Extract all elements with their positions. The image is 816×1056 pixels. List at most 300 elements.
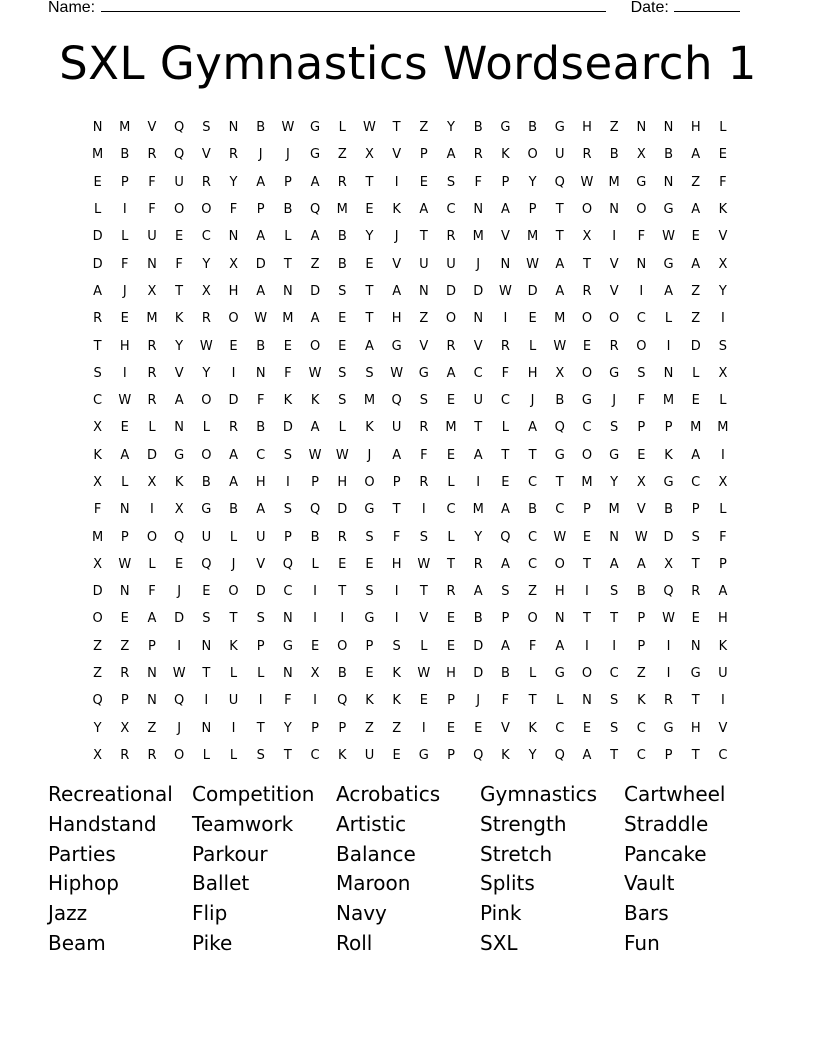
grid-letter[interactable]: T [582, 556, 591, 572]
grid-letter[interactable]: G [364, 611, 375, 627]
grid-letter[interactable]: Q [337, 693, 348, 709]
grid-letter[interactable]: X [365, 147, 374, 163]
grid-letter[interactable]: J [122, 283, 127, 299]
grid-letter[interactable]: R [609, 338, 619, 354]
grid-letter[interactable]: C [473, 365, 483, 381]
grid-letter[interactable]: O [228, 311, 239, 327]
grid-letter[interactable]: A [310, 174, 320, 190]
grid-letter[interactable]: Z [93, 666, 103, 682]
grid-letter[interactable]: F [637, 229, 646, 245]
grid-letter[interactable]: W [580, 174, 594, 190]
grid-letter[interactable]: V [636, 502, 646, 518]
grid-letter[interactable]: O [92, 611, 103, 627]
grid-letter[interactable]: Z [337, 147, 347, 163]
grid-letter[interactable]: D [527, 283, 538, 299]
grid-letter[interactable]: O [201, 447, 212, 463]
grid-letter[interactable]: K [310, 393, 320, 409]
grid-letter[interactable]: Q [174, 693, 185, 709]
grid-letter[interactable]: B [500, 666, 510, 682]
grid-letter[interactable]: D [146, 447, 157, 463]
grid-letter[interactable]: L [229, 529, 238, 545]
grid-letter[interactable]: L [447, 529, 455, 545]
grid-letter[interactable]: M [146, 311, 158, 327]
grid-letter[interactable]: E [691, 229, 700, 245]
grid-letter[interactable]: B [609, 147, 619, 163]
grid-letter[interactable]: G [418, 747, 429, 763]
grid-letter[interactable]: E [582, 529, 592, 545]
grid-letter[interactable]: P [256, 638, 265, 654]
grid-letter[interactable]: B [283, 202, 293, 218]
grid-letter[interactable]: N [228, 229, 239, 245]
grid-letter[interactable]: A [120, 447, 130, 463]
grid-letter[interactable]: P [120, 529, 129, 545]
grid-letter[interactable]: K [392, 693, 401, 709]
grid-letter[interactable]: L [420, 638, 428, 654]
grid-letter[interactable]: I [666, 666, 671, 682]
grid-letter[interactable]: X [120, 720, 130, 736]
grid-letter[interactable]: G [690, 666, 701, 682]
grid-letter[interactable]: G [554, 447, 565, 463]
grid-letter[interactable]: W [553, 338, 567, 354]
grid-letter[interactable]: Q [282, 556, 294, 572]
grid-letter[interactable]: A [446, 147, 456, 163]
grid-letter[interactable]: F [528, 638, 537, 654]
grid-letter[interactable]: X [201, 283, 211, 299]
grid-letter[interactable]: I [503, 311, 508, 327]
grid-letter[interactable]: R [473, 147, 483, 163]
grid-letter[interactable]: R [201, 174, 211, 190]
grid-letter[interactable]: O [309, 338, 321, 354]
grid-letter[interactable]: O [337, 638, 348, 654]
grid-letter[interactable]: M [91, 147, 104, 163]
grid-letter[interactable]: N [283, 283, 293, 299]
grid-letter[interactable]: O [364, 475, 375, 490]
grid-letter[interactable]: W [662, 611, 675, 627]
grid-letter[interactable]: F [719, 174, 727, 190]
grid-letter[interactable]: A [310, 311, 320, 327]
grid-letter[interactable]: K [174, 311, 184, 327]
grid-letter[interactable]: W [118, 556, 132, 572]
grid-letter[interactable]: X [147, 475, 157, 490]
grid-letter[interactable]: Y [447, 120, 455, 136]
grid-letter[interactable]: P [691, 502, 700, 518]
grid-letter[interactable]: Z [147, 720, 157, 736]
grid-letter[interactable]: Z [365, 720, 374, 736]
grid-letter[interactable]: Q [391, 393, 402, 409]
grid-letter[interactable]: D [473, 283, 484, 299]
grid-letter[interactable]: N [283, 666, 293, 682]
grid-letter[interactable]: Q [174, 147, 185, 163]
grid-letter[interactable]: I [285, 475, 290, 490]
grid-letter[interactable]: M [472, 229, 484, 245]
grid-letter[interactable]: D [310, 283, 321, 299]
grid-letter[interactable]: A [500, 502, 510, 518]
grid-letter[interactable]: G [310, 120, 321, 136]
grid-letter[interactable]: N [147, 666, 157, 682]
grid-letter[interactable]: U [364, 747, 375, 763]
grid-letter[interactable]: I [421, 502, 426, 518]
grid-letter[interactable]: P [311, 475, 320, 490]
grid-letter[interactable]: O [228, 584, 239, 600]
grid-letter[interactable]: R [93, 311, 103, 327]
grid-letter[interactable]: S [338, 283, 347, 299]
grid-letter[interactable]: W [526, 256, 540, 272]
grid-letter[interactable]: A [419, 202, 429, 218]
grid-letter[interactable]: K [501, 747, 510, 763]
grid-letter[interactable]: O [527, 611, 538, 627]
grid-letter[interactable]: V [419, 338, 429, 354]
grid-letter[interactable]: R [582, 283, 592, 299]
grid-letter[interactable]: P [447, 693, 455, 709]
grid-letter[interactable]: B [528, 502, 538, 518]
grid-letter[interactable]: M [91, 529, 104, 545]
grid-letter[interactable]: C [528, 475, 538, 490]
grid-letter[interactable]: R [337, 529, 347, 545]
grid-letter[interactable]: E [283, 338, 293, 354]
grid-letter[interactable]: C [636, 747, 646, 763]
grid-letter[interactable]: F [501, 693, 510, 709]
grid-letter[interactable]: T [447, 556, 455, 572]
grid-letter[interactable]: S [392, 638, 401, 654]
grid-letter[interactable]: I [720, 447, 725, 463]
grid-letter[interactable]: S [501, 584, 510, 600]
grid-letter[interactable]: G [500, 120, 511, 136]
grid-letter[interactable]: X [310, 666, 320, 682]
grid-letter[interactable]: E [637, 447, 646, 463]
grid-letter[interactable]: F [474, 174, 482, 190]
grid-letter[interactable]: Q [174, 529, 185, 545]
grid-letter[interactable]: W [498, 283, 512, 299]
grid-letter[interactable]: I [666, 638, 671, 654]
grid-letter[interactable]: A [500, 638, 510, 654]
grid-letter[interactable]: O [201, 202, 212, 218]
grid-letter[interactable]: R [446, 229, 456, 245]
grid-letter[interactable]: J [285, 147, 290, 163]
grid-letter[interactable]: O [201, 393, 212, 409]
grid-letter[interactable]: G [201, 502, 212, 518]
grid-letter[interactable]: U [201, 529, 212, 545]
grid-letter[interactable]: A [718, 584, 728, 600]
grid-letter[interactable]: Z [419, 120, 429, 136]
grid-letter[interactable]: L [719, 502, 727, 518]
grid-letter[interactable]: U [555, 147, 565, 163]
grid-letter[interactable]: C [582, 420, 592, 436]
grid-letter[interactable]: W [118, 393, 132, 409]
grid-letter[interactable]: A [582, 747, 592, 763]
grid-letter[interactable]: K [528, 720, 537, 736]
grid-letter[interactable]: Y [610, 475, 619, 490]
grid-letter[interactable]: S [610, 420, 619, 436]
grid-letter[interactable]: L [664, 311, 673, 327]
grid-letter[interactable]: D [690, 338, 701, 354]
grid-letter[interactable]: B [201, 475, 211, 490]
grid-letter[interactable]: D [255, 256, 266, 272]
grid-letter[interactable]: I [639, 283, 644, 299]
grid-letter[interactable]: N [147, 693, 157, 709]
grid-letter[interactable]: N [636, 256, 647, 272]
grid-letter[interactable]: E [582, 338, 592, 354]
grid-letter[interactable]: A [636, 556, 646, 572]
grid-letter[interactable]: O [581, 202, 593, 218]
grid-letter[interactable]: T [610, 747, 619, 763]
grid-letter[interactable]: M [608, 502, 620, 518]
grid-letter[interactable]: P [447, 747, 455, 763]
grid-letter[interactable]: O [554, 556, 565, 572]
grid-letter[interactable]: G [174, 447, 185, 463]
grid-letter[interactable]: S [202, 120, 211, 136]
grid-letter[interactable]: P [501, 611, 510, 627]
grid-letter[interactable]: V [392, 147, 402, 163]
grid-letter[interactable]: T [555, 475, 564, 490]
grid-letter[interactable]: G [609, 365, 620, 381]
grid-letter[interactable]: T [528, 447, 537, 463]
grid-letter[interactable]: N [201, 720, 212, 736]
grid-letter[interactable]: X [718, 256, 728, 272]
grid-letter[interactable]: R [473, 556, 483, 572]
grid-letter[interactable]: T [365, 283, 374, 299]
grid-letter[interactable]: D [282, 420, 293, 436]
grid-letter[interactable]: X [93, 556, 103, 572]
grid-letter[interactable]: I [720, 311, 725, 327]
grid-letter[interactable]: B [337, 666, 347, 682]
grid-letter[interactable]: O [636, 338, 647, 354]
grid-letter[interactable]: B [310, 529, 320, 545]
grid-letter[interactable]: T [283, 747, 292, 763]
grid-letter[interactable]: A [147, 611, 157, 627]
grid-letter[interactable]: E [229, 338, 238, 354]
grid-letter[interactable]: T [610, 611, 619, 627]
grid-letter[interactable]: N [119, 502, 130, 518]
grid-letter[interactable]: N [609, 529, 620, 545]
grid-letter[interactable]: A [500, 556, 510, 572]
grid-letter[interactable]: G [663, 720, 674, 736]
grid-letter[interactable]: A [392, 447, 402, 463]
grid-letter[interactable]: A [528, 420, 538, 436]
grid-letter[interactable]: P [338, 720, 347, 736]
grid-letter[interactable]: H [718, 611, 728, 627]
grid-letter[interactable]: L [338, 420, 346, 436]
grid-letter[interactable]: M [690, 420, 702, 436]
grid-letter[interactable]: E [691, 393, 700, 409]
grid-letter[interactable]: G [554, 666, 565, 682]
grid-letter[interactable]: T [202, 666, 211, 682]
grid-letter[interactable]: Q [201, 556, 212, 572]
grid-letter[interactable]: Q [663, 584, 674, 600]
grid-letter[interactable]: O [636, 202, 647, 218]
grid-letter[interactable]: T [93, 338, 102, 354]
grid-letter[interactable]: L [229, 666, 238, 682]
grid-letter[interactable]: T [582, 611, 591, 627]
grid-letter[interactable]: Z [392, 720, 402, 736]
grid-letter[interactable]: V [473, 338, 483, 354]
grid-letter[interactable]: L [719, 120, 727, 136]
grid-letter[interactable]: I [421, 720, 426, 736]
grid-letter[interactable]: E [691, 611, 700, 627]
grid-letter[interactable]: M [662, 393, 675, 409]
grid-letter[interactable]: Y [93, 720, 102, 736]
grid-letter[interactable]: A [310, 229, 320, 245]
grid-letter[interactable]: R [120, 747, 130, 763]
grid-letter[interactable]: I [720, 693, 725, 709]
grid-letter[interactable]: C [691, 475, 701, 490]
grid-letter[interactable]: A [392, 283, 402, 299]
grid-letter[interactable]: J [612, 393, 617, 409]
grid-letter[interactable]: L [148, 420, 156, 436]
grid-letter[interactable]: E [446, 720, 456, 736]
grid-letter[interactable]: R [229, 147, 239, 163]
grid-letter[interactable]: E [365, 256, 374, 272]
grid-letter[interactable]: Q [554, 420, 565, 436]
grid-letter[interactable]: V [500, 229, 510, 245]
grid-letter[interactable]: S [365, 365, 374, 381]
grid-letter[interactable]: X [229, 256, 238, 272]
grid-letter[interactable]: O [146, 529, 158, 545]
grid-letter[interactable]: B [664, 147, 673, 163]
grid-letter[interactable]: O [581, 311, 593, 327]
grid-letter[interactable]: B [555, 393, 565, 409]
grid-letter[interactable]: R [664, 693, 674, 709]
grid-letter[interactable]: J [258, 147, 263, 163]
grid-letter[interactable]: U [147, 229, 157, 245]
grid-letter[interactable]: P [528, 202, 537, 218]
grid-letter[interactable]: J [367, 447, 372, 463]
grid-letter[interactable]: M [336, 202, 348, 218]
grid-letter[interactable]: B [473, 611, 483, 627]
grid-letter[interactable]: B [528, 120, 538, 136]
grid-letter[interactable]: B [256, 420, 266, 436]
grid-letter[interactable]: K [365, 420, 374, 436]
grid-letter[interactable]: S [256, 747, 265, 763]
grid-letter[interactable]: E [419, 174, 428, 190]
grid-letter[interactable]: W [417, 556, 431, 572]
grid-letter[interactable]: P [120, 174, 129, 190]
grid-letter[interactable]: Y [202, 256, 211, 272]
grid-letter[interactable]: F [256, 393, 265, 409]
grid-letter[interactable]: R [419, 475, 429, 490]
grid-letter[interactable]: F [284, 693, 292, 709]
grid-letter[interactable]: X [147, 283, 157, 299]
grid-letter[interactable]: P [365, 638, 374, 654]
grid-letter[interactable]: N [554, 611, 565, 627]
grid-letter[interactable]: J [394, 229, 399, 245]
grid-letter[interactable]: S [610, 693, 619, 709]
grid-letter[interactable]: G [282, 638, 293, 654]
grid-letter[interactable]: C [446, 502, 456, 518]
grid-letter[interactable]: D [92, 584, 103, 600]
grid-letter[interactable]: X [582, 229, 592, 245]
grid-letter[interactable]: N [92, 120, 103, 136]
grid-letter[interactable]: L [257, 666, 265, 682]
grid-letter[interactable]: B [256, 338, 266, 354]
grid-letter[interactable]: T [528, 693, 537, 709]
grid-letter[interactable]: S [338, 393, 347, 409]
grid-letter[interactable]: H [255, 475, 266, 490]
grid-letter[interactable]: M [608, 174, 620, 190]
grid-letter[interactable]: I [122, 202, 127, 218]
grid-letter[interactable]: T [691, 693, 700, 709]
grid-letter[interactable]: X [664, 556, 673, 572]
grid-letter[interactable]: T [392, 120, 401, 136]
grid-letter[interactable]: A [446, 365, 456, 381]
grid-letter[interactable]: N [147, 256, 157, 272]
grid-letter[interactable]: W [634, 529, 648, 545]
grid-letter[interactable]: A [256, 174, 266, 190]
grid-letter[interactable]: Z [691, 311, 701, 327]
grid-letter[interactable]: K [338, 747, 347, 763]
grid-letter[interactable]: G [663, 202, 674, 218]
grid-letter[interactable]: F [719, 529, 727, 545]
grid-letter[interactable]: C [256, 447, 266, 463]
grid-letter[interactable]: A [691, 256, 701, 272]
grid-letter[interactable]: V [500, 720, 510, 736]
grid-letter[interactable]: R [446, 584, 456, 600]
grid-letter[interactable]: W [363, 120, 376, 136]
grid-letter[interactable]: R [419, 420, 429, 436]
grid-letter[interactable]: W [390, 365, 404, 381]
grid-letter[interactable]: L [202, 420, 210, 436]
grid-letter[interactable]: I [476, 475, 481, 490]
grid-letter[interactable]: V [174, 365, 184, 381]
grid-letter[interactable]: G [418, 365, 429, 381]
grid-letter[interactable]: H [391, 556, 402, 572]
grid-letter[interactable]: N [418, 283, 429, 299]
grid-letter[interactable]: A [609, 556, 619, 572]
grid-letter[interactable]: I [258, 693, 263, 709]
grid-letter[interactable]: E [446, 611, 456, 627]
grid-letter[interactable]: D [337, 502, 348, 518]
grid-letter[interactable]: C [500, 393, 510, 409]
grid-letter[interactable]: S [365, 529, 374, 545]
grid-letter[interactable]: R [337, 174, 347, 190]
grid-letter[interactable]: A [256, 283, 266, 299]
grid-letter[interactable]: I [612, 638, 617, 654]
grid-letter[interactable]: F [148, 584, 156, 600]
grid-letter[interactable]: O [174, 202, 185, 218]
grid-letter[interactable]: A [256, 502, 266, 518]
grid-letter[interactable]: C [718, 747, 728, 763]
grid-letter[interactable]: H [337, 475, 348, 490]
grid-letter[interactable]: S [338, 365, 347, 381]
grid-letter[interactable]: C [636, 720, 646, 736]
grid-letter[interactable]: I [313, 611, 318, 627]
grid-letter[interactable]: T [555, 202, 564, 218]
grid-letter[interactable]: E [93, 174, 102, 190]
grid-letter[interactable]: M [526, 229, 539, 245]
grid-letter[interactable]: M [119, 120, 131, 136]
grid-letter[interactable]: J [177, 720, 182, 736]
grid-letter[interactable]: I [204, 693, 209, 709]
grid-letter[interactable]: V [256, 556, 266, 572]
grid-letter[interactable]: W [172, 666, 186, 682]
grid-letter[interactable]: Z [93, 638, 103, 654]
grid-letter[interactable]: L [528, 666, 537, 682]
grid-letter[interactable]: N [255, 365, 266, 381]
grid-letter[interactable]: E [446, 393, 456, 409]
grid-letter[interactable]: P [718, 556, 727, 572]
grid-letter[interactable]: T [338, 584, 347, 600]
grid-letter[interactable]: L [528, 338, 537, 354]
grid-letter[interactable]: W [335, 447, 349, 463]
grid-letter[interactable]: I [394, 584, 399, 600]
grid-letter[interactable]: L [148, 556, 156, 572]
grid-letter[interactable]: V [419, 611, 429, 627]
grid-letter[interactable]: P [637, 420, 646, 436]
grid-letter[interactable]: N [283, 611, 293, 627]
grid-letter[interactable]: E [120, 420, 129, 436]
grid-letter[interactable]: R [582, 147, 592, 163]
grid-letter[interactable]: E [419, 693, 428, 709]
grid-letter[interactable]: L [338, 120, 346, 136]
